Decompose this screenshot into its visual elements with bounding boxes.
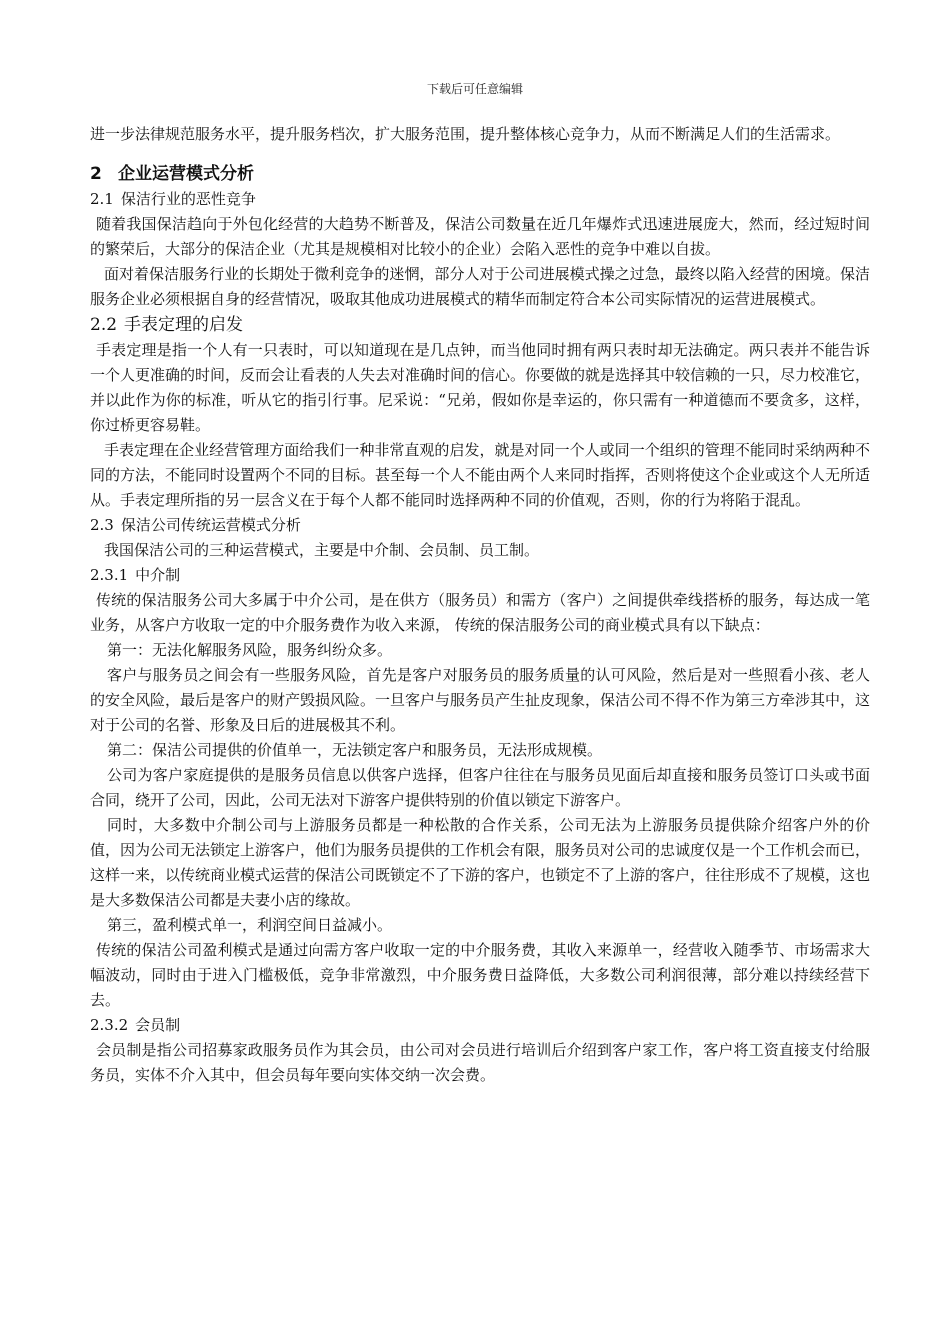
paragraph: 第一：无法化解服务风险，服务纠纷众多。 [107, 641, 393, 659]
paragraph: 手表定理是指一个人有一只表时，可以知道现在是几点钟，而当他同时拥有两只表时却无法确定。两只表并不能告诉一个人更准确的时间，反而会让看表的人失去对准确时间的信心。你要做的就是选择其中较信赖的一只，尽力校准它，并以此作为你的标准，听从它的指引行事。尼采说：“兄弟，假如你是幸运的，你只需有一种道德而不要贪多，这样，你过桥更容易鞋。 [90, 341, 871, 434]
document-body [90, 122, 870, 1088]
section-title: 中介制 [135, 566, 181, 584]
section-number: 2.2 [90, 315, 118, 335]
paragraph: 公司为客户家庭提供的是服务员信息以供客户选择，但客户往往在与服务员见面后却直接和服务员签订口头或书面合同，绕开了公司，因此，公司无法对下游客户提供特别的价值以锁定下游客户。 [90, 766, 870, 809]
intro-paragraph: 进一步法律规范服务水平，提升服务档次，扩大服务范围，提升整体核心竞争力，从而不断满足人们的生活需求。 [90, 125, 841, 143]
section-title: 保洁行业的恶性竞争 [120, 190, 256, 208]
paragraph: 第二：保洁公司提供的价值单一，无法锁定客户和服务员，无法形成规模。 [107, 741, 603, 759]
section-2-heading [90, 161, 870, 187]
paragraph: 传统的保洁服务公司大多属于中介公司，是在供方（服务员）和需方（客户）之间提供牵线搭桥的服务，每达成一笔业务，从客户方收取一定的中介服务费作为收入来源， 传统的保洁服务公司的商业模式具有以下缺点： [90, 591, 870, 634]
section-title: 企业运营模式分析 [118, 164, 254, 184]
paragraph: 手表定理在企业经营管理方面给我们一种非常直观的启发，就是对同一个人或同一个组织的管理不能同时采纳两种不同的方法，不能同时设置两个不同的目标。甚至每一个人不能由两个人来同时指挥，否则将使这个企业或这个人无所适从。手表定理所指的另一层含义在于每个人都不能同时选择两种不同的价值观，否则，你的行为将陷于混乱。 [90, 441, 871, 509]
section-2-3-2-heading [90, 1013, 870, 1038]
section-number: 2.3 [90, 516, 114, 534]
paragraph: 客户与服务员之间会有一些服务风险，首先是客户对服务员的服务质量的认可风险，然后是对一些照看小孩、老人的安全风险，最后是客户的财产毁损风险。一旦客户与服务员产生扯皮现象，保洁公司不得不作为第三方牵涉其中，这对于公司的名誉、形象及日后的进展极其不利。 [90, 666, 871, 734]
page-header: 下载后可任意编辑 [426, 82, 523, 96]
paragraph: 我国保洁公司的三种运营模式，主要是中介制、会员制、员工制。 [104, 541, 540, 559]
section-title: 会员制 [135, 1016, 181, 1034]
paragraph: 面对着保洁服务行业的长期处于微利竞争的迷惘，部分人对于公司进展模式操之过急，最终以陷入经营的困境。保洁服务企业必须根据自身的经营情况，吸取其他成功进展模式的精华而制定符合本公司实际情况的运营进展模式。 [90, 265, 870, 308]
section-2-1-heading [90, 187, 870, 212]
paragraph: 同时，大多数中介制公司与上游服务员都是一种松散的合作关系，公司无法为上游服务员提供除介绍客户外的价值，因为公司无法锁定上游客户，他们为服务员提供的工作机会有限，服务员对公司的忠诚度仅是一个工作机会而已，这样一来，以传统商业模式运营的保洁公司既锁定不了下游的客户，也锁定不了上游的客户，往往形成不了规模，这也是大多数保洁公司都是夫妻小店的缘故。 [90, 816, 871, 909]
paragraph: 随着我国保洁趋向于外包化经营的大趋势不断普及，保洁公司数量在近几年爆炸式迅速进展庞大，然而，经过短时间的繁荣后，大部分的保洁企业（尤其是规模相对比较小的企业）会陷入恶性的竞争中难以自拔。 [90, 215, 870, 258]
paragraph: 会员制是指公司招募家政服务员作为其会员，由公司对会员进行培训后介绍到客户家工作，客户将工资直接支付给服务员，实体不介入其中，但会员每年要向实体交纳一次会费。 [90, 1041, 870, 1084]
section-2-3-heading [90, 513, 870, 538]
paragraph: 第三，盈利模式单一，利润空间日益减小。 [107, 916, 393, 934]
section-2-3-1-heading [90, 563, 870, 588]
section-title: 手表定理的启发 [124, 315, 244, 335]
section-number: 2.3.2 [90, 1016, 129, 1034]
section-number: 2.3.1 [90, 566, 129, 584]
section-2-2-heading [90, 312, 870, 338]
paragraph: 传统的保洁公司盈利模式是通过向需方客户收取一定的中介服务费，其收入来源单一，经营收入随季节、市场需求大幅波动，同时由于进入门槛极低，竞争非常激烈，中介服务费日益降低，大多数公司利润很薄，部分难以持续经营下去。 [90, 941, 870, 1009]
section-number: 2 [90, 164, 102, 184]
section-number: 2.1 [90, 190, 114, 208]
section-title: 保洁公司传统运营模式分析 [120, 516, 301, 534]
